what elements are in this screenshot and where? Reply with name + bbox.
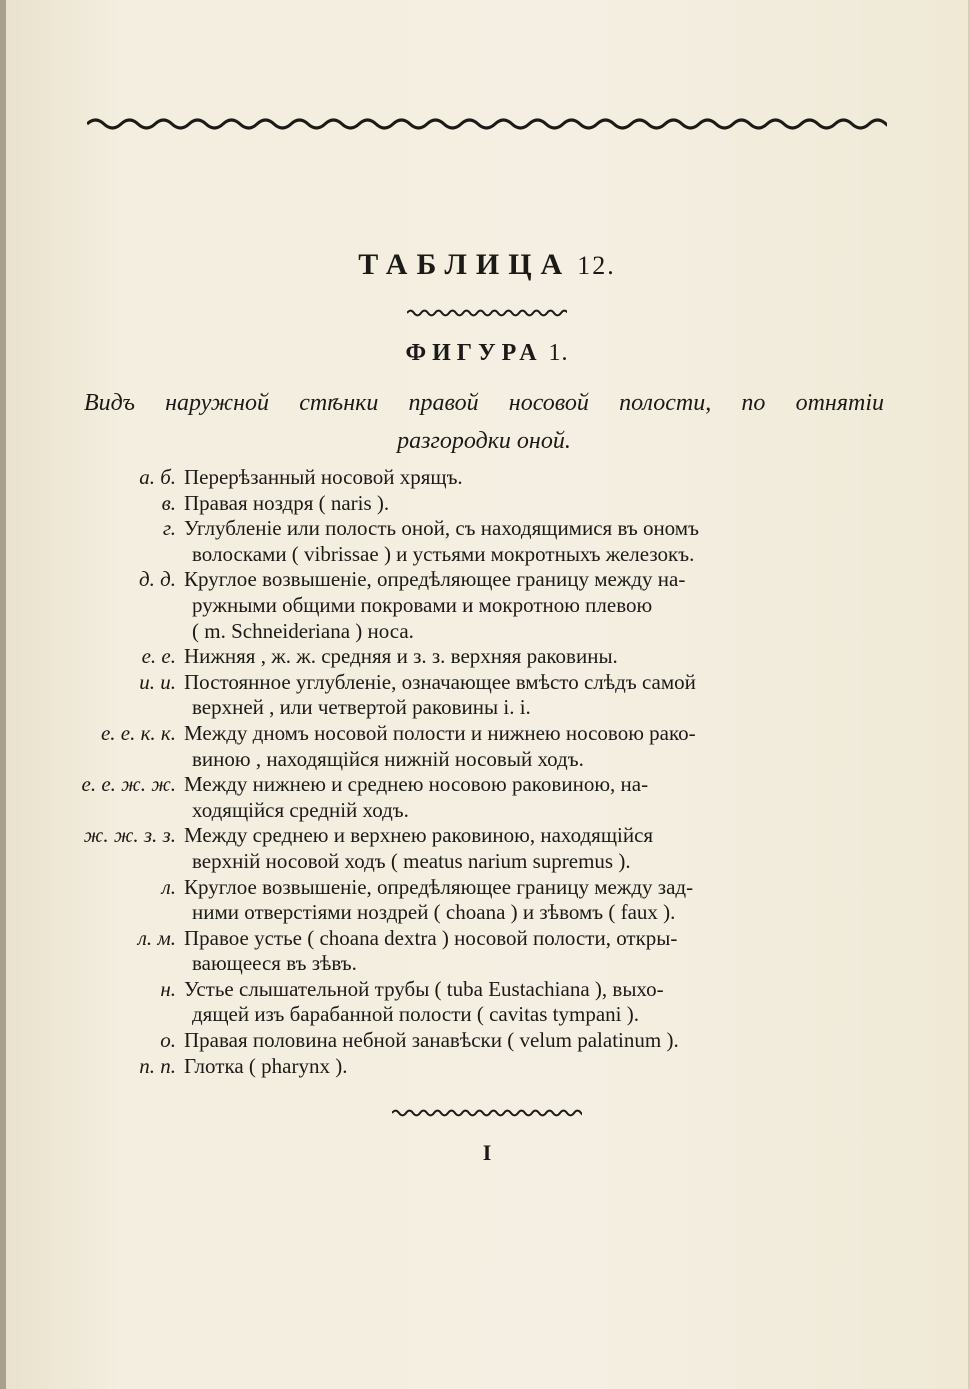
entry-text-line: Правое устье ( choana dextra ) носовой полости, откры- bbox=[184, 925, 678, 950]
page-number: I bbox=[482, 1140, 492, 1165]
entry-text-line: Между дномъ носовой полости и нижнею носовою рако- bbox=[184, 720, 696, 745]
entry-text-line: виною , находящійся нижній носовый ходъ. bbox=[192, 746, 584, 771]
legend-entry bbox=[6, 1054, 970, 1080]
entry-label: и. и. bbox=[139, 669, 176, 694]
entry-text-line: верхній носовой ходъ ( meatus narium supremus ). bbox=[192, 848, 631, 873]
entry-text-line: Глотка ( pharynx ). bbox=[184, 1053, 348, 1078]
entry-text-line: Углубленіе или полость оной, съ находящимися въ ономъ bbox=[184, 516, 699, 541]
bottom-ornament-rule bbox=[6, 1106, 968, 1120]
legend-entry bbox=[6, 721, 970, 772]
figure-number: 1. bbox=[548, 340, 569, 366]
legend-entry bbox=[6, 516, 970, 567]
entry-text-line: верхней , или четвертой раковины і. і. bbox=[192, 695, 531, 720]
legend-entry bbox=[6, 823, 970, 874]
entry-label: п. п. bbox=[139, 1053, 176, 1078]
entry-text-line: Круглое возвышеніе, опредѣляющее границу между на- bbox=[184, 567, 686, 592]
entry-text-line: Перерѣзанный носовой хрящъ. bbox=[184, 465, 463, 489]
legend-entry bbox=[6, 1028, 970, 1054]
entry-text-line: Нижняя , ж. ж. средняя и з. з. верхняя раковины. bbox=[184, 644, 618, 669]
legend-entries bbox=[6, 465, 970, 1079]
entry-text-line: дящей изъ барабанной полости ( cavitas tympani ). bbox=[192, 1002, 639, 1027]
legend-entry bbox=[6, 977, 970, 1028]
legend-entry bbox=[6, 875, 970, 926]
entry-text-line: Между среднею и верхнею раковиною, находящійся bbox=[184, 823, 654, 848]
legend-entry bbox=[6, 926, 970, 977]
table-title bbox=[6, 248, 968, 282]
entry-label: л. м. bbox=[137, 925, 176, 950]
table-title-word: ТАБЛИЦА bbox=[358, 248, 572, 281]
entry-label: д. д. bbox=[139, 567, 176, 592]
entry-text-line: ( m. Schneideriana ) носа. bbox=[192, 618, 414, 643]
entry-text-line: Правая половина небной занавѣски ( velum palatinum ). bbox=[184, 1028, 679, 1053]
legend-entry bbox=[6, 670, 970, 721]
entry-label: ж. ж. з. з. bbox=[83, 823, 176, 848]
title-ornament-rule bbox=[6, 306, 968, 320]
legend-entry bbox=[6, 567, 970, 644]
caption-line-2: разгородки оной. bbox=[397, 428, 571, 454]
entry-text-line: вающееся въ зѣвъ. bbox=[192, 951, 357, 976]
top-ornament-rule bbox=[6, 112, 968, 136]
entry-label: е. е. bbox=[141, 644, 176, 669]
figure-label: ФИГУРА bbox=[405, 340, 543, 366]
entry-text-line: Между нижнею и среднею носовою раковиною, на- bbox=[184, 772, 649, 797]
entry-label: г. bbox=[162, 516, 176, 541]
caption-line-1: Видъ наружной стѣнки правой носовой полости, по отнятіи bbox=[84, 390, 884, 416]
table-number: 12. bbox=[577, 251, 616, 280]
entry-label: н. bbox=[160, 976, 176, 1001]
legend-entry bbox=[6, 772, 970, 823]
entry-text-line: ними отверстіями ноздрей ( choana ) и зѣвомъ ( faux ). bbox=[192, 900, 676, 925]
entry-label: е. е. ж. ж. bbox=[81, 772, 176, 797]
entry-text-line: Устье слышательной трубы ( tuba Eustachiana ), выхо- bbox=[184, 976, 664, 1001]
entry-text-line: ружными общими покровами и мокротною плевою bbox=[192, 592, 653, 617]
entry-text-line: ходящійся средній ходъ. bbox=[192, 797, 409, 822]
entry-label: л. bbox=[161, 874, 176, 899]
entry-label: е. е. к. к. bbox=[100, 720, 176, 745]
figure-caption bbox=[84, 384, 884, 460]
figure-heading bbox=[6, 340, 968, 367]
entry-text-line: Круглое возвышеніе, опредѣляющее границу между зад- bbox=[184, 874, 694, 899]
entry-text-line: Правая ноздря ( naris ). bbox=[184, 490, 390, 515]
legend-entry bbox=[6, 465, 970, 491]
legend-entry bbox=[6, 491, 970, 517]
legend-entry bbox=[6, 644, 970, 670]
entry-label: о. bbox=[160, 1028, 176, 1053]
entry-text-line: Постоянное углубленіе, означающее вмѣсто слѣдъ самой bbox=[184, 669, 696, 694]
entry-label: в. bbox=[161, 490, 176, 515]
entry-label: а. б. bbox=[139, 465, 176, 489]
entry-text-line: волосками ( vibrissae ) и устьями мокротныхъ железокъ. bbox=[192, 541, 695, 566]
